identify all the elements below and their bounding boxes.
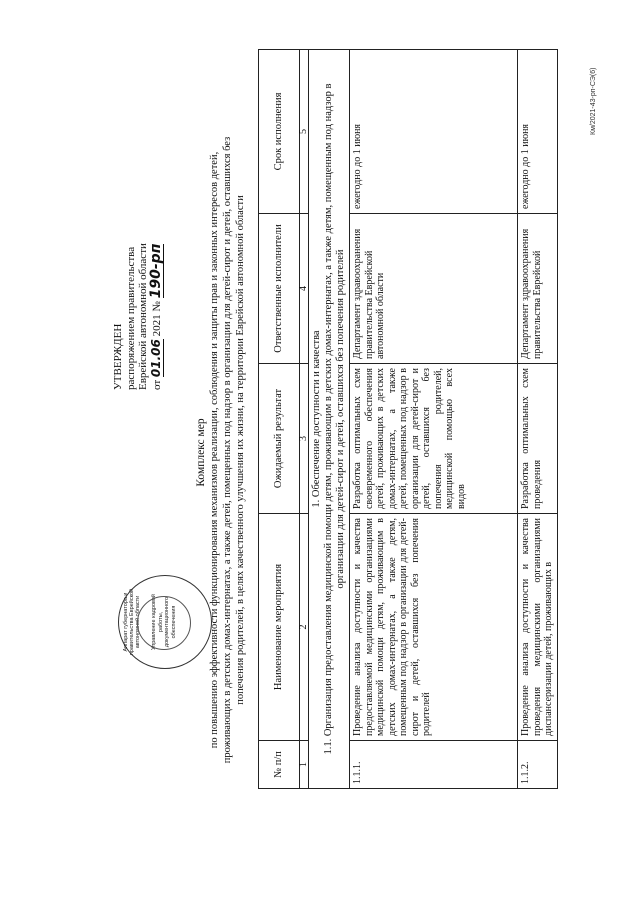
section-row <box>309 50 350 789</box>
document-subtitle: по повышению эффективности функционирования механизмов реализации, соблюдения и защиты прав и законных интересов детей, проживающих в детских домах-интернатах, а также детей, помещенных под надзор в организации для детей-сирот и детей, оставшихся без попечения родителей, в целях качественного улучшения их жизни, на территории Еврейской автономной области <box>209 136 246 764</box>
row-name: Проведение анализа доступности и качества проведения медицинскими организациями диспансеризации детей, проживающих в <box>518 514 558 741</box>
header-responsible: Ответственные исполнители <box>259 214 300 364</box>
row-responsible: Департамент здравоохранения правительства Еврейской <box>518 214 558 364</box>
row-number: 1.1.2. <box>518 741 558 789</box>
header-result: Ожидаемый результат <box>259 364 300 514</box>
row-result: Разработка оптимальных схем своевременного обеспечения детей, проживающих в детских домах-интернатах, а также детей, помещенных под надзор в организации для детей-сирот и детей, оставшихся без попечения родителей, медицинской помощью всех видов <box>350 364 518 514</box>
approval-block <box>112 150 163 390</box>
header-number: № п/п <box>259 741 300 789</box>
number-value: 190-рп <box>147 243 164 299</box>
column-number: 3 <box>300 364 309 514</box>
table-row <box>350 50 518 789</box>
row-name: Проведение анализа доступности и качества предоставляемой медицинскими организациями медицинской помощи детям, проживающим в детских домах-интернатах, а также детям, помещенным под надзор в организации для детей-сирот и детей, оставшихся без попечения родителей <box>350 514 518 741</box>
approval-date-line <box>147 150 164 390</box>
number-prefix: № <box>150 301 163 312</box>
row-deadline: ежегодно до 1 июня <box>518 50 558 214</box>
row-deadline: ежегодно до 1 июня <box>350 50 518 214</box>
table-header-row <box>259 50 300 789</box>
date-value: 01.06 <box>148 339 163 378</box>
header-deadline: Срок исполнения <box>259 50 300 214</box>
header-name: Наименование мероприятия <box>259 514 300 741</box>
row-responsible: Департамент здравоохранения правительства Еврейской автономной области <box>350 214 518 364</box>
approval-heading: УТВЕРЖДЕН <box>112 323 124 390</box>
column-numbers-row <box>300 50 309 789</box>
row-result: Разработка оптимальных схем проведения <box>518 364 558 514</box>
column-number: 5 <box>300 50 309 214</box>
row-number: 1.1.1. <box>350 741 518 789</box>
stamp-inner-text: Управление кадровой работы, документационного обеспечения <box>151 594 177 651</box>
footer-code: Км/2021-43-рп-СЭ(6) <box>590 67 597 135</box>
stamp-outer-text: Аппарат губернатора и правительства Еврейской автономной области <box>123 588 141 656</box>
measures-table <box>258 49 558 789</box>
subsection-title: 1.1. Организация предоставления медицинской помощи детям, проживающим в детских домах-интернатах, а также детям, помещенным под надзор в организации для детей-сирот и детей, оставшихся без попечения родителей <box>323 83 346 755</box>
date-prefix: от <box>150 379 163 390</box>
column-number: 2 <box>300 514 309 741</box>
table-row <box>518 50 558 789</box>
column-number: 4 <box>300 214 309 364</box>
document-title: Комплекс мер <box>195 418 207 487</box>
column-number: 1 <box>300 741 309 789</box>
year: 2021 <box>150 314 163 337</box>
approval-decree: распоряжением правительства <box>124 246 137 390</box>
approval-authority: Еврейской автономной области <box>137 243 149 390</box>
section-title: 1. Обеспечение доступности и качества <box>311 330 322 508</box>
